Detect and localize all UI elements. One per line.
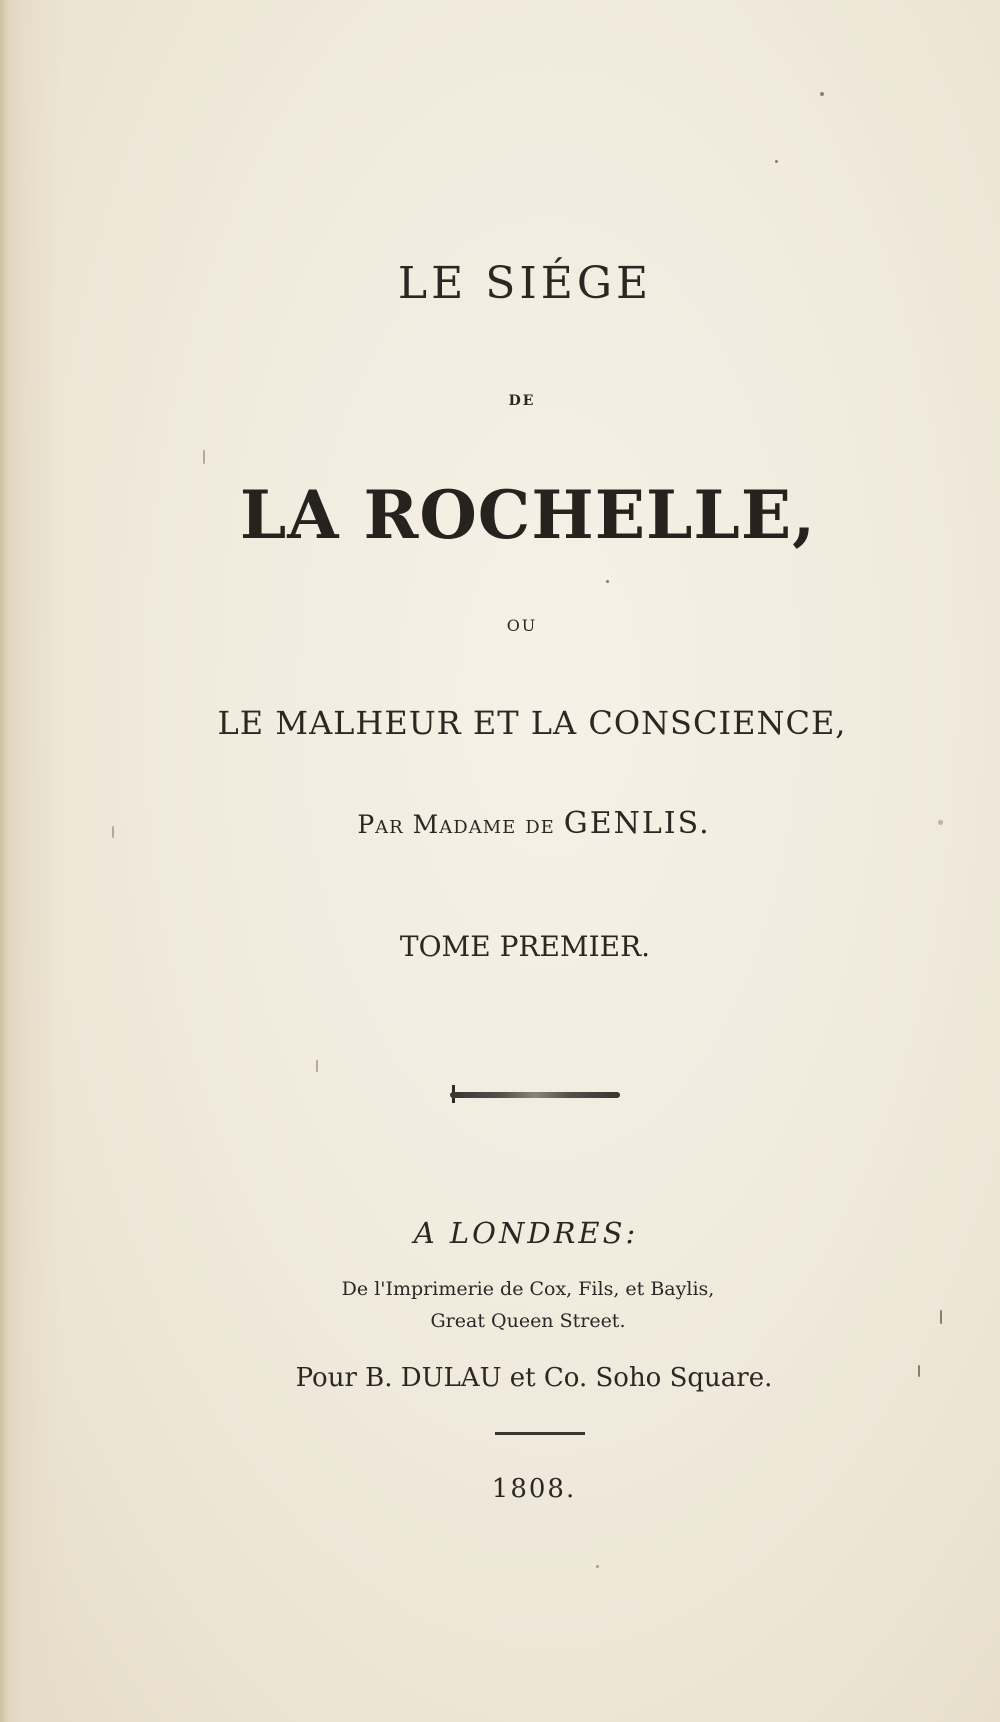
- author-line: [34, 806, 1000, 841]
- page-edge: [0, 0, 8, 1722]
- title-line-1: LE SIÉGE: [397, 258, 653, 309]
- paper-speck: [606, 580, 609, 583]
- ornamental-rule: [450, 1092, 620, 1098]
- subtitle: LE MALHEUR ET LA CONSCIENCE,: [217, 704, 847, 742]
- paper-speck: [596, 1565, 599, 1568]
- printer-line-2: Great Queen Street.: [430, 1310, 626, 1332]
- paper-speck: [203, 450, 205, 464]
- connector-word: OU: [506, 616, 538, 635]
- author-prefix: Par Madame de: [357, 810, 555, 839]
- paper-speck: [940, 1310, 942, 1324]
- paper-speck: [918, 1365, 920, 1377]
- divider-rule: [495, 1432, 585, 1435]
- paper-speck: [316, 1060, 318, 1072]
- paper-speck: [820, 92, 824, 96]
- paper-speck: [938, 820, 943, 825]
- title-line-2: DE: [508, 393, 536, 409]
- paper-speck: [775, 160, 778, 163]
- printer-line-1: De l'Imprimerie de Cox, Fils, et Baylis,: [341, 1278, 715, 1300]
- author-name: GENLIS.: [563, 806, 711, 841]
- publisher-line: Pour B. DULAU et Co. Soho Square.: [295, 1363, 773, 1393]
- main-title: LA ROCHELLE,: [239, 476, 817, 554]
- volume-label: TOME PREMIER.: [399, 930, 651, 963]
- publication-year: 1808.: [491, 1474, 577, 1504]
- imprint-city: A LONDRES:: [413, 1216, 639, 1250]
- paper-speck: [112, 826, 114, 838]
